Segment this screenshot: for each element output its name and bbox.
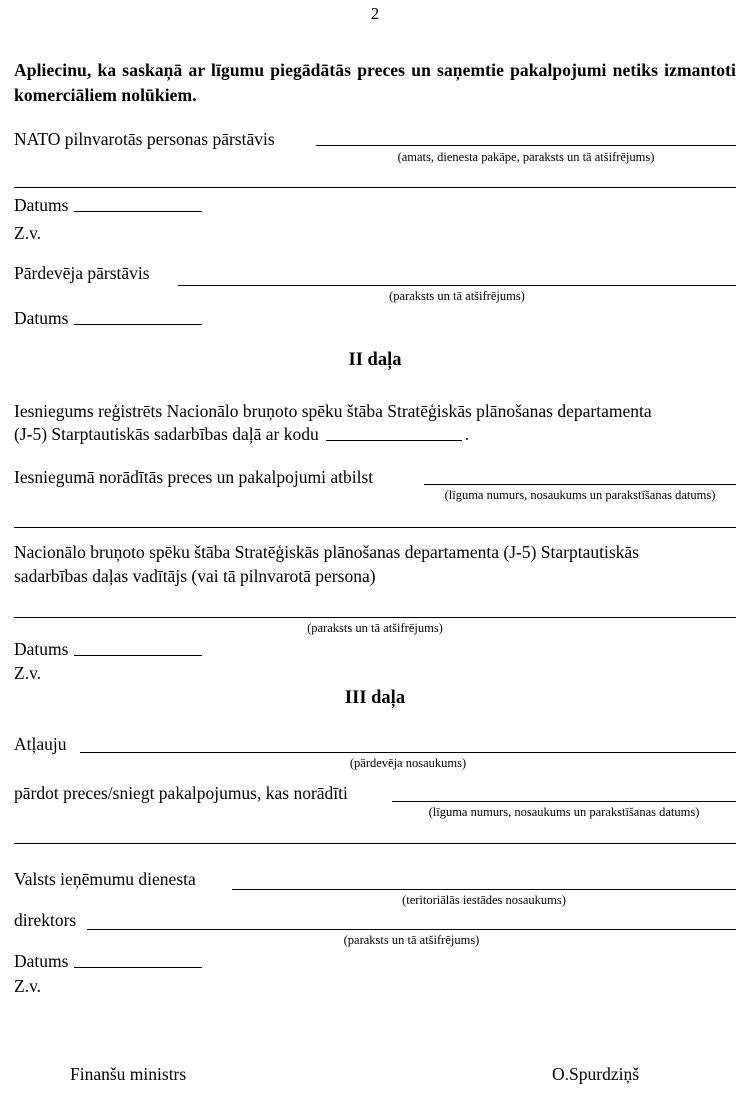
minister-name: O.Spurdziņš: [552, 1064, 640, 1084]
part-three-seller-name-line[interactable]: [80, 752, 736, 753]
part-three-sell-label: pārdot preces/sniegt pakalpojumus, kas norādīti: [14, 783, 348, 803]
part-three-contract-line[interactable]: [392, 801, 736, 802]
part-three-contract-continuation-line[interactable]: [14, 843, 736, 844]
part-two-contract-caption: (līguma numurs, nosaukums un parakstīšanas datums): [444, 488, 716, 502]
seller-representative-label: Pārdevēja pārstāvis: [14, 263, 150, 283]
part-two-seal-row: [14, 662, 41, 684]
part-three-director-row: [14, 909, 76, 931]
part-three-vid-office-line[interactable]: [232, 889, 736, 890]
part-three-vid-label: Valsts ieņēmumu dienesta: [14, 869, 196, 889]
nato-representative-caption: (amats, dienesta pakāpe, paraksts un tā atšifrējums): [397, 150, 655, 164]
date-label-1: Datums: [14, 195, 69, 215]
part-two-goods-label: Iesniegumā norādītās preces un pakalpojumi atbilst: [14, 467, 374, 487]
nato-representative-label: NATO pilnvarotās personas pārstāvis: [14, 129, 275, 149]
date-input-line-2[interactable]: [74, 324, 202, 325]
part-two-contract-continuation-line[interactable]: [14, 527, 736, 528]
part-two-registered-line-1: Iesniegums reģistrēts Nacionālo bruņoto spēku štāba Stratēģiskās plānošanas departamenta: [14, 401, 652, 421]
part-two-contract-line[interactable]: [424, 484, 736, 485]
part-two-head-line-2: sadarbības daļas vadītājs (vai tā pilnvarotā persona): [14, 566, 376, 586]
part-two-date-label: Datums: [14, 639, 69, 659]
part-three-seal-row: [14, 975, 41, 997]
seller-representative-row: [14, 262, 150, 284]
part-three-allow-label: Atļauju: [14, 734, 67, 754]
nato-representative-signature-line[interactable]: [316, 145, 736, 146]
part-two-date-row: [14, 638, 202, 660]
declaration-paragraph: Apliecinu, ka saskaņā ar līgumu piegādātās preces un saņemtie pakalpojumi netiks izmantoti komerciāliem nolūkiem.: [14, 60, 736, 105]
part-three-vid-row: [14, 868, 196, 890]
part-two-heading: II daļa: [348, 350, 402, 370]
part-two-code-label: (J-5) Starptautiskās sadarbības daļā ar kodu: [14, 424, 319, 444]
part-two-signature-line[interactable]: [14, 617, 736, 618]
date-input-line-1[interactable]: [74, 211, 202, 212]
part-three-date-label: Datums: [14, 951, 69, 971]
part-two-date-input-line[interactable]: [74, 655, 202, 656]
minister-title: Finanšu ministrs: [70, 1064, 187, 1084]
part-three-seal-label: Z.v.: [14, 976, 42, 996]
part-three-director-label: direktors: [14, 910, 77, 930]
part-two-trailing-period: .: [464, 424, 470, 444]
seal-row-1: [14, 222, 41, 244]
part-three-allow-row: [14, 733, 67, 755]
part-two-head-line-1: Nacionālo bruņoto spēku štāba Stratēģiskās plānošanas departamenta (J-5) Starptautiskās: [14, 542, 639, 562]
part-three-contract-caption: (līguma numurs, nosaukums un parakstīšanas datums): [428, 805, 700, 819]
nato-representative-row: [14, 128, 275, 150]
part-three-date-input-line[interactable]: [74, 967, 202, 968]
seller-representative-signature-line[interactable]: [178, 285, 736, 286]
part-two-code-input-line[interactable]: [326, 440, 462, 441]
part-three-sell-row: [14, 782, 348, 804]
date-row-2: [14, 307, 202, 329]
part-three-director-signature-line[interactable]: [87, 929, 736, 930]
part-three-heading: III daļa: [344, 688, 406, 708]
part-three-date-row: [14, 950, 202, 972]
part-two-goods-row: [14, 466, 373, 488]
part-two-seal-label: Z.v.: [14, 663, 42, 683]
part-two-registered-line-2: [14, 423, 469, 445]
seller-representative-caption: (paraksts un tā atšifrējums): [389, 289, 525, 303]
page-number: 2: [370, 4, 380, 23]
part-two-signature-caption: (paraksts un tā atšifrējums): [307, 621, 443, 635]
part-three-seller-name-caption: (pārdevēja nosaukums): [349, 756, 467, 770]
seal-label-1: Z.v.: [14, 223, 42, 243]
part-three-director-signature-caption: (paraksts un tā atšifrējums): [343, 933, 480, 947]
date-label-2: Datums: [14, 308, 69, 328]
part-three-vid-office-caption: (teritoriālās iestādes nosaukums): [402, 893, 566, 907]
date-row-1: [14, 194, 202, 216]
nato-representative-continuation-line[interactable]: [14, 187, 736, 188]
